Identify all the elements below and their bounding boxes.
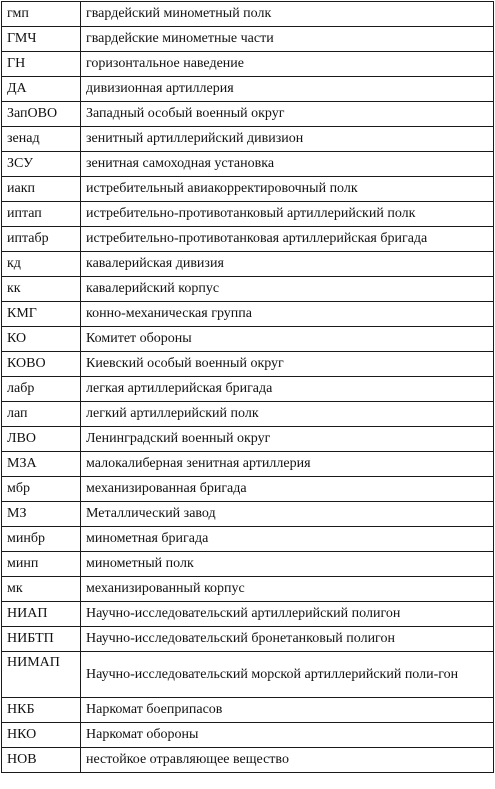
table-row xyxy=(2,602,494,627)
abbreviation-cell: НИБТП xyxy=(2,627,81,652)
table-row xyxy=(2,102,494,127)
table-row xyxy=(2,748,494,773)
abbreviation-cell: ЗапОВО xyxy=(2,102,81,127)
abbreviation-cell: НОВ xyxy=(2,748,81,773)
meaning-cell: Металлический завод xyxy=(81,502,494,527)
table-row xyxy=(2,723,494,748)
abbreviation-cell: мбр xyxy=(2,477,81,502)
table-row xyxy=(2,402,494,427)
table-row xyxy=(2,327,494,352)
table-row xyxy=(2,352,494,377)
abbreviation-cell: кд xyxy=(2,252,81,277)
table-row xyxy=(2,52,494,77)
table-row xyxy=(2,698,494,723)
table-row xyxy=(2,452,494,477)
table-row xyxy=(2,152,494,177)
meaning-cell: Комитет обороны xyxy=(81,327,494,352)
table-row xyxy=(2,627,494,652)
meaning-cell: Ленинградский военный округ xyxy=(81,427,494,452)
meaning-cell: Научно-исследовательский бронетанковый полигон xyxy=(81,627,494,652)
table-row xyxy=(2,202,494,227)
abbreviation-cell: мк xyxy=(2,577,81,602)
abbreviation-cell: ГН xyxy=(2,52,81,77)
table-row xyxy=(2,2,494,27)
meaning-cell: малокалиберная зенитная артиллерия xyxy=(81,452,494,477)
table-row xyxy=(2,27,494,52)
table-row xyxy=(2,277,494,302)
abbreviation-cell: зенад xyxy=(2,127,81,152)
table-row xyxy=(2,502,494,527)
abbreviation-cell: НКБ xyxy=(2,698,81,723)
meaning-cell: горизонтальное наведение xyxy=(81,52,494,77)
abbreviation-cell: НИМАП xyxy=(2,652,81,698)
table-row xyxy=(2,577,494,602)
abbreviation-cell: гмп xyxy=(2,2,81,27)
meaning-cell: истребительно-противотанковый артиллерийский полк xyxy=(81,202,494,227)
meaning-cell: истребительно-противотанковая артиллерийская бригада xyxy=(81,227,494,252)
meaning-cell: Научно-исследовательский артиллерийский полигон xyxy=(81,602,494,627)
meaning-cell: Киевский особый военный округ xyxy=(81,352,494,377)
abbreviation-cell: иптабр xyxy=(2,227,81,252)
meaning-cell: зенитный артиллерийский дивизион xyxy=(81,127,494,152)
table-row xyxy=(2,527,494,552)
table-row xyxy=(2,77,494,102)
abbreviation-cell: НИАП xyxy=(2,602,81,627)
abbreviation-cell: иптап xyxy=(2,202,81,227)
abbreviation-cell: ЛВО xyxy=(2,427,81,452)
meaning-cell: кавалерийская дивизия xyxy=(81,252,494,277)
table-row xyxy=(2,302,494,327)
table-row xyxy=(2,552,494,577)
meaning-cell: легкий артиллерийский полк xyxy=(81,402,494,427)
meaning-cell: гвардейский минометный полк xyxy=(81,2,494,27)
abbreviation-cell: ЗСУ xyxy=(2,152,81,177)
abbreviation-cell: минп xyxy=(2,552,81,577)
abbreviation-cell: МЗА xyxy=(2,452,81,477)
meaning-cell: минометная бригада xyxy=(81,527,494,552)
meaning-cell: Наркомат обороны xyxy=(81,723,494,748)
abbreviation-cell: лап xyxy=(2,402,81,427)
abbreviation-cell: кк xyxy=(2,277,81,302)
table-row xyxy=(2,252,494,277)
meaning-cell: гвардейские минометные части xyxy=(81,27,494,52)
abbreviation-cell: ГМЧ xyxy=(2,27,81,52)
table-row xyxy=(2,652,494,698)
meaning-cell: механизированный корпус xyxy=(81,577,494,602)
meaning-cell: истребительный авиакорректировочный полк xyxy=(81,177,494,202)
meaning-cell: Западный особый военный округ xyxy=(81,102,494,127)
meaning-cell: нестойкое отравляющее вещество xyxy=(81,748,494,773)
table-row xyxy=(2,377,494,402)
table-row xyxy=(2,127,494,152)
abbreviation-cell: КМГ xyxy=(2,302,81,327)
abbreviation-cell: ДА xyxy=(2,77,81,102)
meaning-cell: механизированная бригада xyxy=(81,477,494,502)
meaning-cell: кавалерийский корпус xyxy=(81,277,494,302)
table-row xyxy=(2,227,494,252)
meaning-cell: зенитная самоходная установка xyxy=(81,152,494,177)
abbreviation-cell: НКО xyxy=(2,723,81,748)
table-row xyxy=(2,427,494,452)
abbreviation-cell: КО xyxy=(2,327,81,352)
abbreviation-cell: МЗ xyxy=(2,502,81,527)
abbreviation-cell: лабр xyxy=(2,377,81,402)
abbreviations-table xyxy=(1,1,494,773)
meaning-cell: дивизионная артиллерия xyxy=(81,77,494,102)
table-row xyxy=(2,477,494,502)
meaning-cell: Наркомат боеприпасов xyxy=(81,698,494,723)
abbreviation-cell: иакп xyxy=(2,177,81,202)
abbreviation-cell: КОВО xyxy=(2,352,81,377)
meaning-cell: легкая артиллерийская бригада xyxy=(81,377,494,402)
abbreviation-cell: минбр xyxy=(2,527,81,552)
meaning-cell: Научно-исследовательский морской артиллерийский поли-гон xyxy=(81,652,494,698)
meaning-cell: минометный полк xyxy=(81,552,494,577)
table-row xyxy=(2,177,494,202)
meaning-cell: конно-механическая группа xyxy=(81,302,494,327)
